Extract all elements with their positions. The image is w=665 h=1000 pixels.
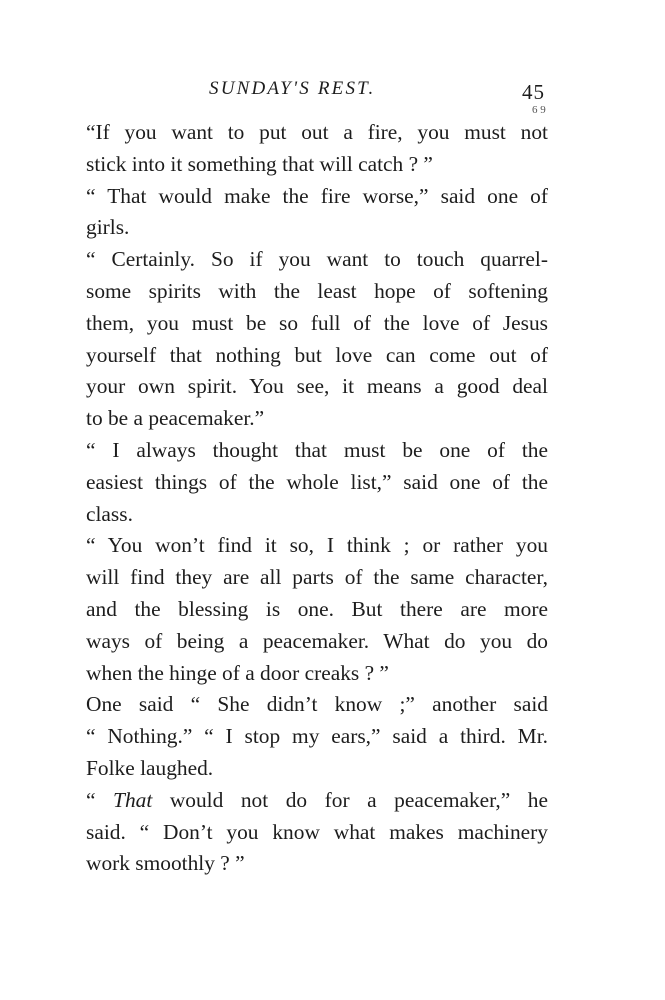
text-line: yourself that nothing but love can come out of (86, 342, 548, 367)
text-segment: would not do for a peacemaker,” he (152, 787, 548, 812)
text-line: “ Nothing.” “ I stop my ears,” said a third. Mr. (86, 724, 548, 749)
text-line (86, 785, 548, 817)
paragraph (86, 117, 548, 181)
running-head (0, 74, 665, 116)
text-line: girls. (86, 215, 130, 240)
text-line: “ I always thought that must be one of the (86, 437, 548, 462)
paragraph (86, 244, 548, 435)
text-line: when the hinge of a door creaks ? ” (86, 660, 389, 685)
text-line: stick into it something that will catch ? ” (86, 151, 433, 176)
emphasis-text: That (113, 787, 153, 812)
text-line: ways of being a peacemaker. What do you do (86, 628, 548, 653)
text-line: will find they are all parts of the same character, (86, 565, 548, 590)
running-title: SUNDAY'S REST. (209, 78, 376, 99)
text-line: your own spirit. You see, it means a good deal (86, 374, 548, 399)
text-line: “If you want to put out a fire, you must not (86, 120, 548, 144)
text-line: said. “ Don’t you know what makes machinery (86, 819, 548, 844)
text-line: to be a peacemaker.” (86, 406, 265, 431)
body-text (86, 117, 548, 880)
text-line: class. (86, 501, 133, 526)
paragraph (86, 435, 548, 530)
text-segment: “ (86, 787, 114, 812)
text-line: easiest things of the whole list,” said one of the (86, 469, 548, 494)
handwritten-page-mark: 6 9 (532, 104, 546, 116)
text-line: Folke laughed. (86, 755, 214, 780)
paragraph (86, 530, 548, 689)
text-line: work smoothly ? ” (86, 851, 245, 876)
text-line: them, you must be so full of the love of Jesus (86, 310, 548, 335)
text-line: and the blessing is one. But there are more (86, 596, 548, 621)
text-line: “ That would make the fire worse,” said one of (86, 183, 548, 208)
text-line: “ You won’t find it so, I think ; or rather you (86, 533, 548, 558)
page-number: 45 (522, 80, 545, 104)
text-line: “ Certainly. So if you want to touch quarrel- (86, 247, 548, 272)
text-line: One said “ She didn’t know ;” another said (86, 692, 548, 717)
paragraph (86, 181, 548, 245)
paragraph (86, 689, 548, 784)
text-line: some spirits with the least hope of softening (86, 278, 548, 303)
paragraph (86, 785, 548, 880)
